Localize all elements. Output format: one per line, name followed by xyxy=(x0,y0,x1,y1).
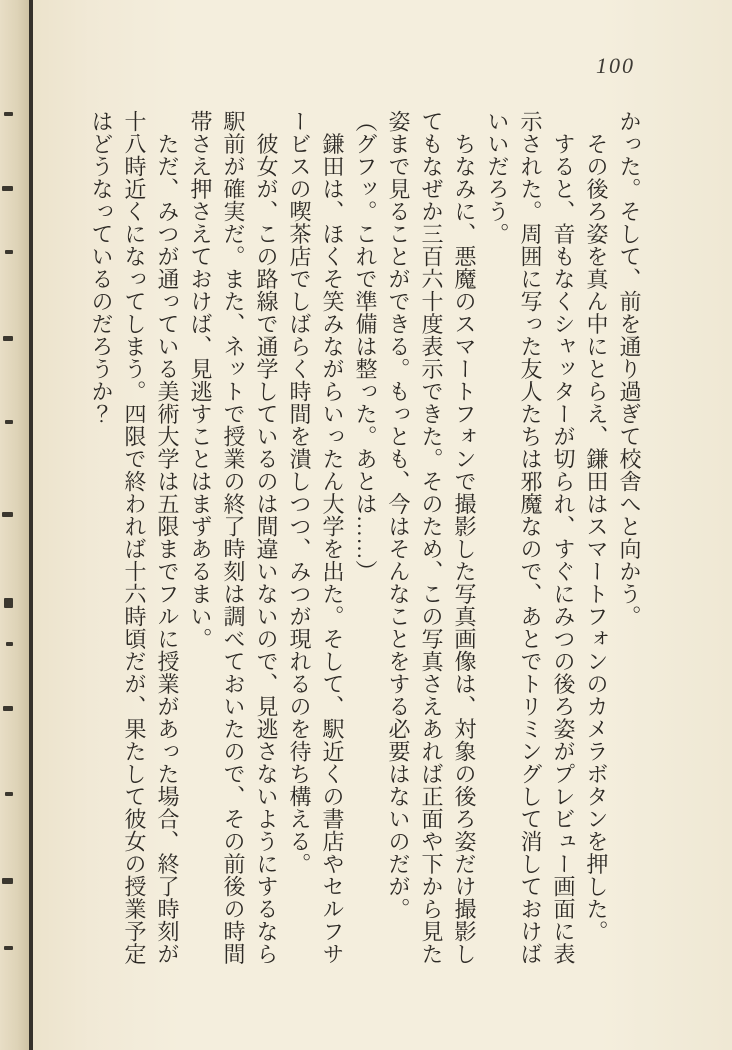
body-text xyxy=(85,110,646,966)
paragraph: ただ、みつが通っている美術大学は五限までフルに授業があった場合、終了時刻が十八時近くになってしまう。四限で終われば十六時頃だが、果たして彼女の授業予定はどうなっているのだろうか？ xyxy=(89,110,180,965)
binding-line xyxy=(29,0,33,1050)
paragraph: かった。そして、前を通り過ぎて校舎へと向かう。 xyxy=(617,110,642,628)
paragraph: その後ろ姿を真ん中にとらえ、鎌田はスマートフォンのカメラボタンを押した。 xyxy=(584,110,609,943)
paragraph: 彼女が、この路線で通学しているのは間違いないので、見逃さないようにするなら駅前が確実だ。また、ネットで授業の終了時刻は調べておいたので、その前後の時間帯さえ押さえておけば、見逃すことはまずあるまい。 xyxy=(188,110,279,965)
page-number: 100 xyxy=(596,53,635,78)
paragraph: すると、音もなくシャッターが切られ、すぐにみつの後ろ姿がプレビュー画面に表示された。周囲に写った友人たちは邪魔なので、あとでトリミングして消しておけばいいだろう。 xyxy=(485,110,576,965)
binding-shadow xyxy=(0,0,29,1050)
paragraph: （グフッ。これで準備は整った。あとは……） xyxy=(353,110,378,583)
paragraph: 鎌田は、ほくそ笑みながらいったん大学を出た。そして、駅近くの書店やセルフサービスの喫茶店でしばらく時間を潰しつつ、みつが現れるのを待ち構える。 xyxy=(287,110,345,965)
paragraph: ちなみに、悪魔のスマートフォンで撮影した写真画像は、対象の後ろ姿だけ撮影してもなぜか三百六十度表示できた。そのため、この写真さえあれば正面や下から見た姿まで見ることができる。もっとも、今はそんなことをする必要はないのだが。 xyxy=(386,110,477,965)
